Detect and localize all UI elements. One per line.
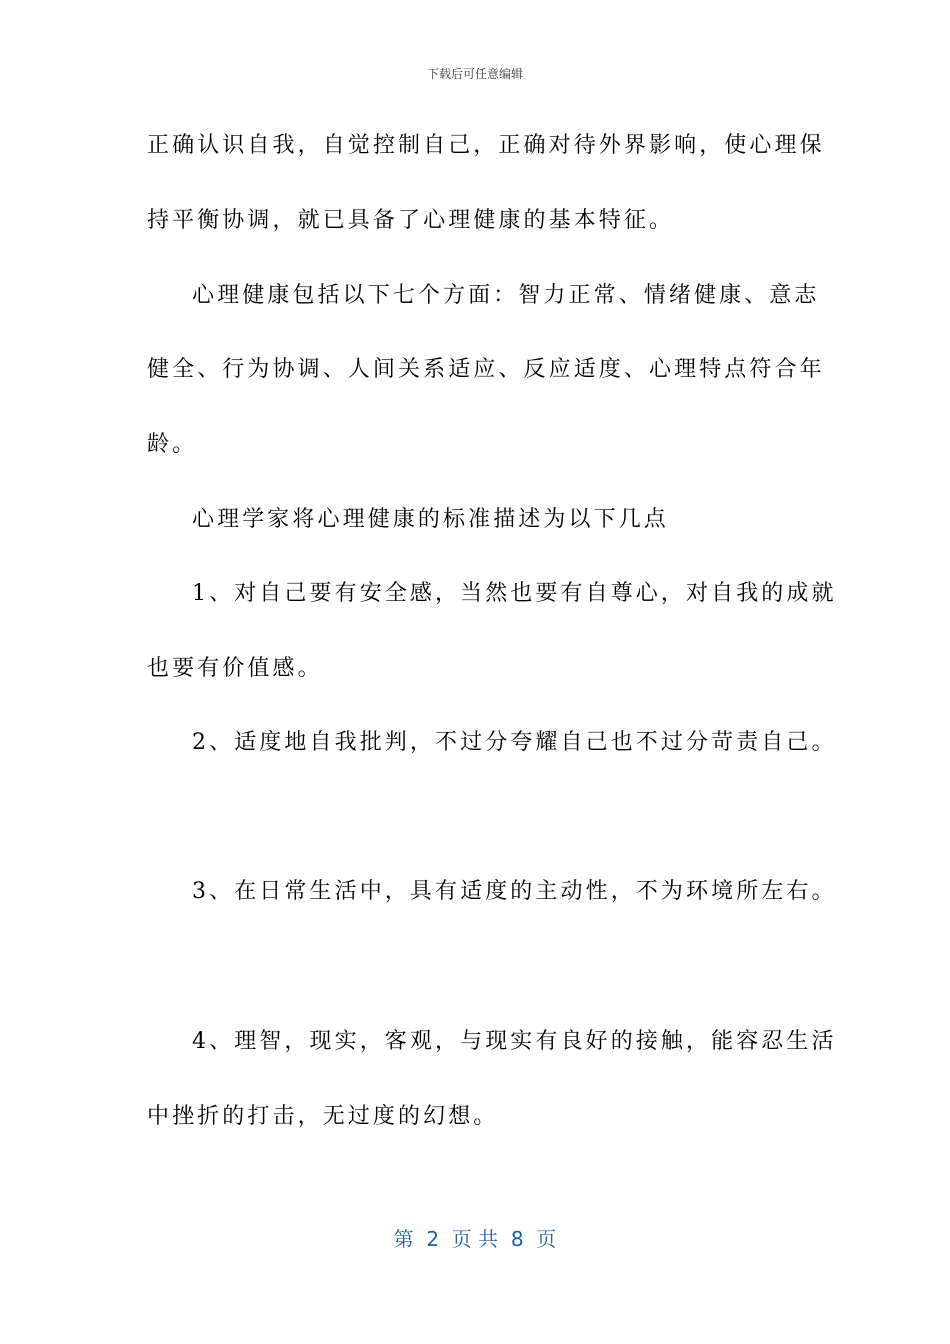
list-item-4-line: 4、理智，现实，客观，与现实有良好的接触，能容忍生活 — [192, 1029, 837, 1054]
page-number-footer: 第 2 页 共 8 页 — [393, 1227, 557, 1251]
body-text-line: 正确认识自我，自觉控制自己，正确对待外界影响，使心理保 — [147, 133, 825, 158]
body-text-line: 龄。 — [147, 432, 198, 457]
list-item-3: 3、在日常生活中，具有适度的主动性，不为环境所左右。 — [192, 879, 837, 904]
body-text-line: 持平衡协调，就已具备了心理健康的基本特征。 — [147, 208, 675, 233]
body-text-line: 健全、行为协调、人间关系适应、反应适度、心理特点符合年 — [147, 357, 825, 382]
page-header-note: 下载后可任意编辑 — [426, 67, 523, 81]
list-item-1-line: 也要有价值感。 — [147, 656, 323, 681]
list-item-2: 2、适度地自我批判，不过分夸耀自己也不过分苛责自己。 — [192, 730, 837, 755]
body-text-line: 心理学家将心理健康的标准描述为以下几点 — [192, 507, 669, 532]
list-item-1-line: 1、对自己要有安全感，当然也要有自尊心，对自我的成就 — [192, 581, 837, 606]
body-text-line: 心理健康包括以下七个方面：智力正常、情绪健康、意志 — [192, 283, 820, 308]
list-item-4-line: 中挫折的打击，无过度的幻想。 — [147, 1104, 499, 1129]
